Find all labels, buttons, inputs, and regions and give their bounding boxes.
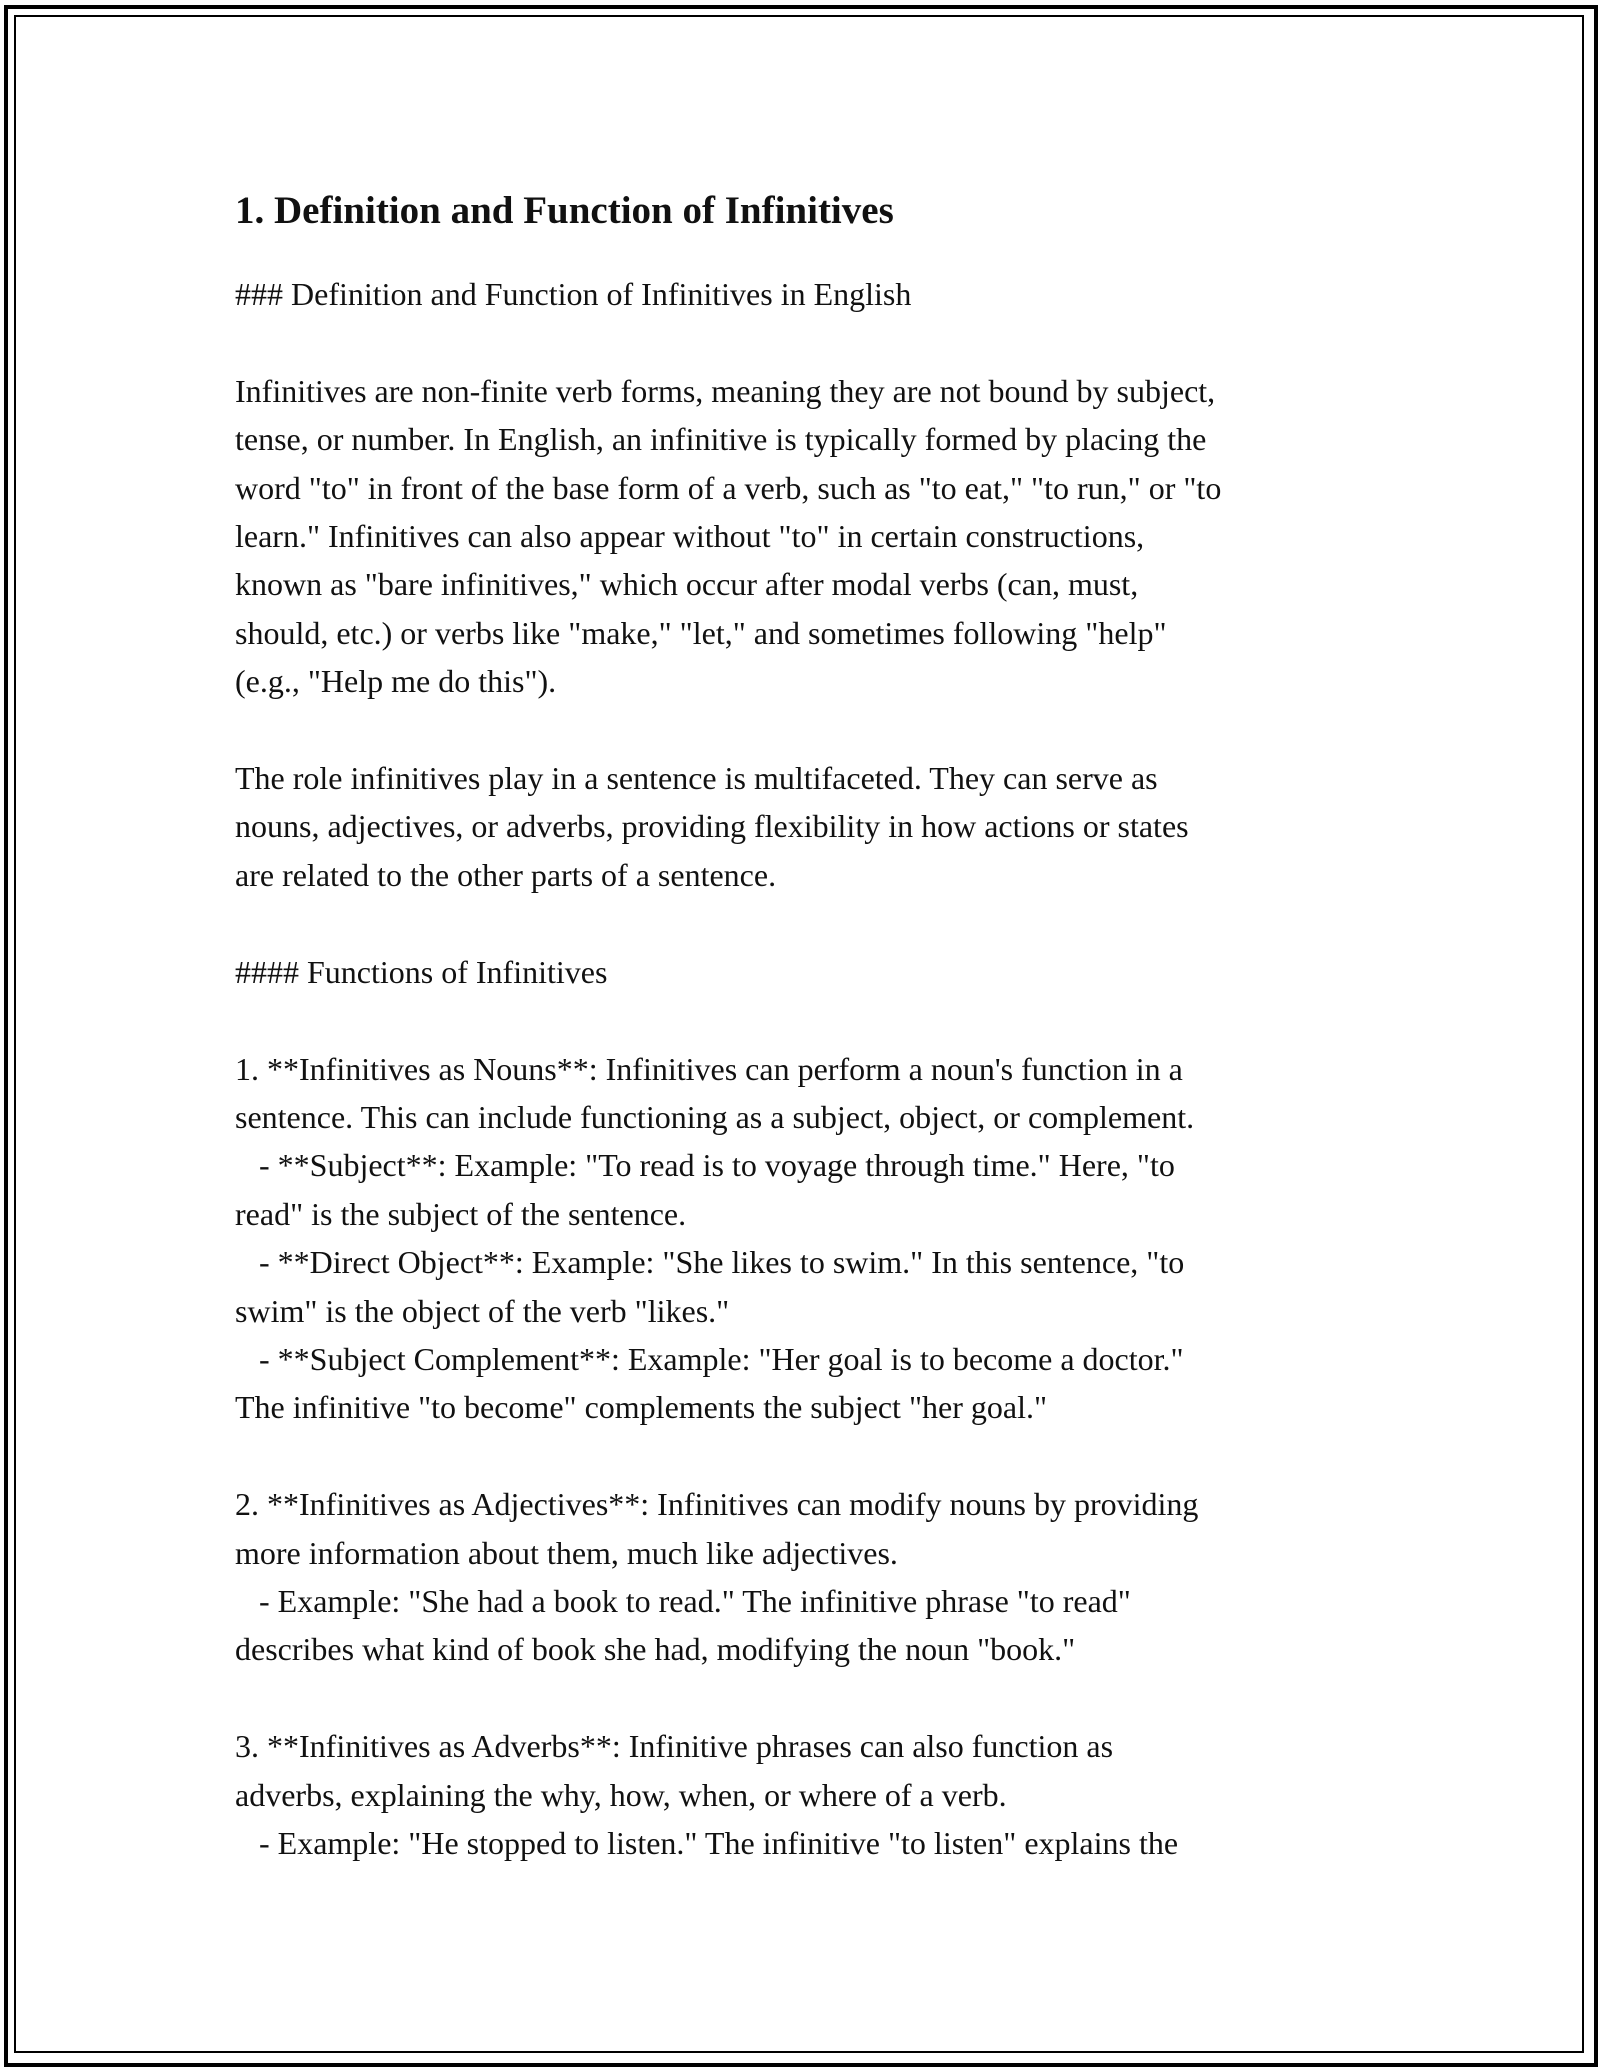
page-title: 1. Definition and Function of Infinitives [235, 189, 894, 232]
document-content [235, 186, 1385, 1867]
document-body-text: ### Definition and Function of Infinitives in English Infinitives are non-finite verb forms, meaning they are not bound by subject, tense, or number. In English, an infinitive is typically formed by placing the word "to" in front of the base form of a verb, such as "to eat," "to run," or "to learn." Infinitives can also appear without "to" in certain constructions, known as "bare infinitives," which occur after modal verbs (can, must, should, etc.) or verbs like "make," "let," and sometimes following "help" (e.g., "Help me do this"). The role infinitives play in a sentence is multifaceted. They can serve as nouns, adjectives, or adverbs, providing flexibility in how actions or states are related to the other parts of a sentence. #### Functions of Infinitives 1. **Infinitives as Nouns**: Infinitives can perform a noun's function in a sentence. This can include functioning as a subject, object, or complement. - **Subject**: Example: "To read is to voyage through time." Here, "to read" is the subject of the sentence. - **Direct Object**: Example: "She likes to swim." In this sentence, "to swim" is the object of the verb "likes." - **Subject Complement**: Example: "Her goal is to become a doctor." The infinitive "to become" complements the subject "her goal." 2. **Infinitives as Adjectives**: Infinitives can modify nouns by providing more information about them, much like adjectives. - Example: "She had a book to read." The infinitive phrase "to read" describes what kind of book she had, modifying the noun "book." 3. **Infinitives as Adverbs**: Infinitive phrases can also function as adverbs, explaining the why, how, when, or where of a verb. - Example: "He stopped to listen." The infinitive "to listen" explains the [235, 276, 1222, 1861]
